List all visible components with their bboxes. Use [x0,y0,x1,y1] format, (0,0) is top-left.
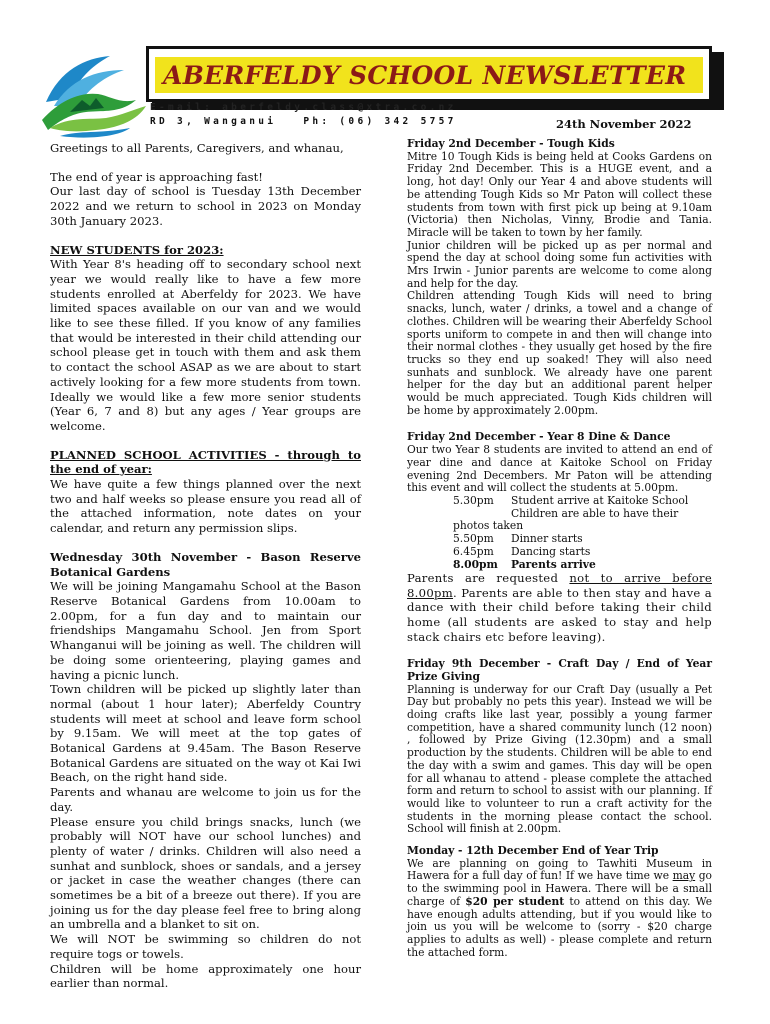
planned-activities-body: We have quite a few things planned over the next two and half weeks so please ensure you read all of the attached information, note dates on your calendar, and return any permission slips. [50,477,361,536]
trip-paragraph: We are planning on going to Tawhiti Museum in Hawera for a full day of fun! If we have time we may go to the swimming pool in Hawera. There will be a small charge of $20 per student to attend on this day. We have enough adults attending, but if you would like to join us you will be welcome to (sorry - $20 charge applies to adults as well) - please complete and return the attached form. [407,856,713,959]
tough-kids-paragraph-2: Junior children will be picked up as per normal and spend the day at school doing some fun activities with Mrs Irwin - Junior parents are welcome to come along and help for the day. [407,238,712,290]
craft-day-paragraph: Planning is underway for our Craft Day (usually a Pet Day but probably no pets this year). Instead we will be doing crafts like last year, possibly a young farmer competition, have a shared community lunch (12 noon) , followed by Prize Giving (12.30pm) and a small production by the students. Children will be able to end the day with a swim and games. This day will be open for all whanau to attend - please complete the attached form and return to school to assist with our planning. If would like to volunteer to run a craft activity for the students in the morning please contact the school. School will finish at 2.00pm. [407,682,712,836]
trip-heading: Monday - 12th December End of Year Trip [407,844,659,858]
tough-kids-heading: Friday 2nd December - Tough Kids [407,137,615,150]
bason-paragraph-4: Please ensure you child brings snacks, lunch (we probably will NOT have our school lunches) and plenty of water / drinks. Children will also need a sunhat and sunblock, shoes or sandals, and a jersey or jacket in case the weather changes (there can sometimes be a bit of a breeze out there). If you are joining us for the day please feel free to bring along an umbrella and a blanket to sit on. [50,814,361,932]
contact-address: RD 3, Wanganui Ph: (06) 342 5757 [150,116,457,127]
bason-paragraph-2: Town children will be picked up slightly later than normal (about 1 hour later); Aberfeldy Country students will meet at school and leave form school by 9.15am. We will meet at the top gates of Botanical Gardens at 9.45am. The Bason Reserve Botanical Gardens are situated on the way ot Kai Iwi Beach, on the right hand side. [50,682,361,785]
bason-paragraph-6: Children will be home approximately one hour earlier than normal. [50,961,361,991]
schedule-row: 5.50pm Dinner starts [453,532,583,546]
school-logo [40,40,152,140]
tough-kids-paragraph-1: Mitre 10 Tough Kids is being held at Cooks Gardens on Friday 2nd December. This is a HUGE event, and a long, hot day! Only our Year 4 and above students will be attending Tough Kids so Mr Paton will collect these students from town with first pick up being at 9.10am (Victoria) then Nicholas, Vinny, Brodie and Tania. Miracle will be taken to town by her family. [407,149,712,239]
new-students-body: With Year 8's heading off to secondary school next year we would really like to have a few more students enrolled at Aberfeldy for 2023. We have limited spaces available on our van and we would like to see these filled. If you know of any families that would be interested in their child attending our school please get in touch with them and ask them to contact the school ASAP as we are about to start actively looking for a few more students from town. Ideally we would like a few more senior students (Year 6, 7 and 8) but any ages / Year groups are welcome. [50,257,361,433]
dine-dance-schedule [407,495,712,571]
left-column [50,141,361,991]
schedule-row: Children are able to have their photos taken [453,506,679,533]
bason-heading: Wednesday 30th November - Bason Reserve Botanical Gardens [50,549,361,579]
dine-dance-paragraph-1: Our two Year 8 students are invited to attend an end of year dine and dance at Kaitoke School on Friday evening 2nd Decembers. Mr Paton will be attending this event and will collect the students at 5.00pm. [407,443,712,495]
bason-paragraph-1: We will be joining Mangamahu School at the Bason Reserve Botanical Gardens from 10.00am to 2.00pm, for a fun day and to maintain our friendships Mangamahu School. Jen from Sport Whanganui will be joining as well. The children will be doing some orienteering, playing games and having a picnic lunch. [50,579,361,682]
right-column [407,138,712,959]
new-students-heading: NEW STUDENTS for 2023: [50,242,224,257]
bason-paragraph-3: Parents and whanau are welcome to join us for the day. [50,785,361,814]
bason-paragraph-5: We will NOT be swimming so children do not require togs or towels. [50,932,361,961]
dine-dance-heading: Friday 2nd December - Year 8 Dine & Dance [407,430,671,444]
last-day-text: Our last day of school is Tuesday 13th December 2022 and we return to school in 2023 on Monday 30th January 2023. [50,184,361,228]
schedule-row: 6.45pm Dancing starts [453,544,591,558]
craft-day-heading: Friday 9th December - Craft Day / End of Year Prize Giving [407,657,712,683]
newsletter-title: ABERFELDY SCHOOL NEWSLETTER [163,61,687,90]
dine-dance-paragraph-2: Parents are requested not to arrive before 8.00pm. Parents are able to then stay and have a dance with their child before taking their child home (all students are asked to stay and help stack chairs etc before leaving). [407,571,712,644]
issue-date: 24th November 2022 [556,117,692,131]
title-box [146,46,712,102]
schedule-row: 5.30pm Student arrive at Kaitoke School [453,493,689,507]
greeting: Greetings to all Parents, Caregivers, and whanau, [50,141,344,155]
tough-kids-paragraph-3: Children attending Tough Kids will need to bring snacks, lunch, water / drinks, a towel and a change of clothes. Children will be wearing their Aberfeldy School sports uniform to compete in and then will change into their normal clothes - they usually get hosed by the fire trucks so they end up soaked! They will also need sunhats and sunblock. We already have one parent helper for the day but an additional parent helper would be much appreciated. Tough Kids children will be home by approximately 2.00pm. [407,289,712,417]
contact-email: E-mail: aberfeldy.class@xtra.co.nz [150,102,457,113]
end-of-year-text: The end of year is approaching fast! [50,169,263,184]
planned-activities-heading: PLANNED SCHOOL ACTIVITIES - through to the end of year: [50,447,361,477]
schedule-row: 8.00pm Parents arrive [453,557,596,571]
